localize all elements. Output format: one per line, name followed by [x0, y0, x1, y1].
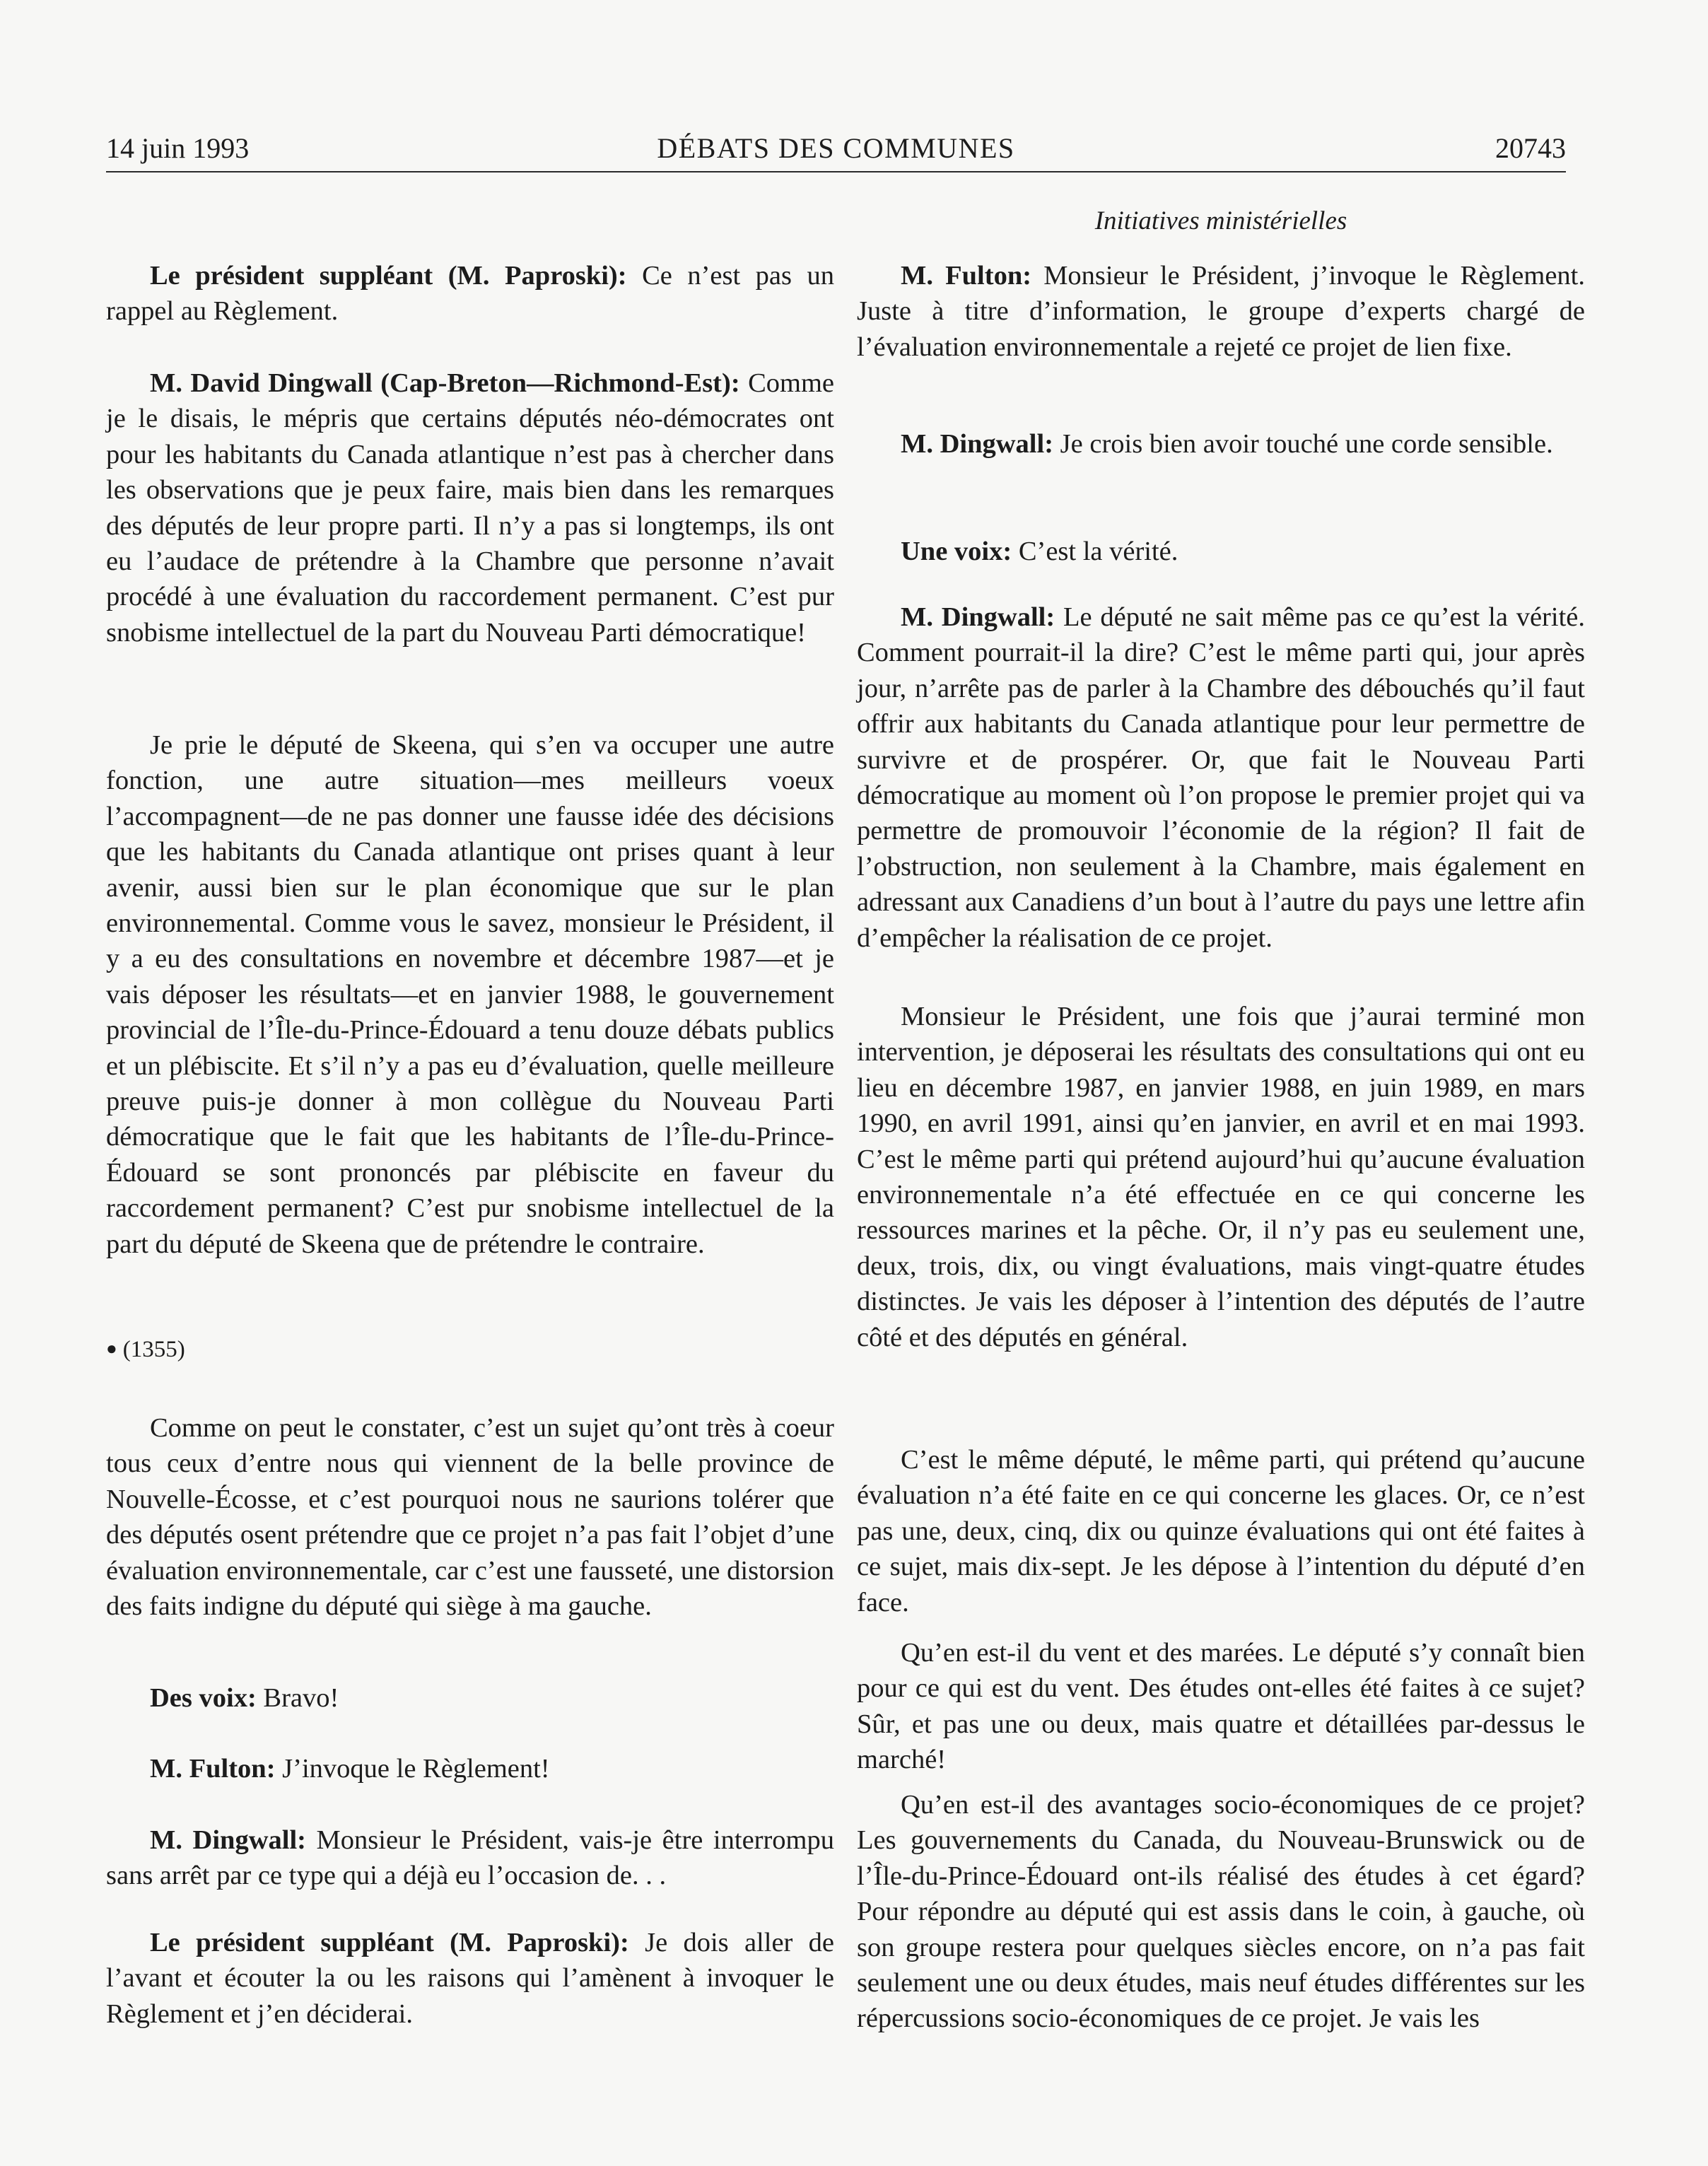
paragraph-text: C’est la vérité. — [1012, 537, 1178, 566]
paragraph — [106, 1751, 834, 1786]
paragraph-text: C’est le même député, le même parti, qui prétend qu’aucune évaluation n’a été faite en ce qui concerne les glaces. Or, ce n’est pas une, deux, cinq, dix ou quinze évaluations qui ont été faites à ce sujet, mais dix-sept. Je les dépose à l’intention du député d’en face. — [857, 1445, 1585, 1617]
paragraph-text: Je prie le député de Skeena, qui s’en va occuper une autre fonction, une autre situation—mes meilleurs voeux l’accompagnent—de ne pas donner une fausse idée des décisions que les habitants du Canada atlantique ont prises quant à leur avenir, aussi bien sur le plan économique que sur le plan environnemental. Comme vous le savez, monsieur le Président, il y a eu des consultations en novembre et décembre 1987—et je vais déposer les résultats—et en janvier 1988, le gouvernement provincial de l’Île-du-Prince-Édouard a tenu douze débats publics et un plébiscite. Et s’il n’y a pas eu d’évaluation, quelle meilleure preuve puis-je donner à mon collègue du Nouveau Parti démocratique que le fait que les habitants de l’Île-du-Prince-Édouard se sont prononcés par plébiscite en faveur du raccordement permanent? C’est pur snobisme intellectuel de la part du député de Skeena que de prétendre le contraire. — [106, 730, 834, 1259]
paragraph — [857, 1635, 1585, 1778]
speaker-name: M. Dingwall: — [901, 429, 1054, 459]
page-number: 20743 — [1495, 132, 1566, 164]
running-head: Initiatives ministérielles — [1094, 206, 1347, 235]
speaker-name: M. Fulton: — [901, 261, 1032, 291]
bullet-icon: ● — [106, 1338, 117, 1359]
paragraph-text: Monsieur le Président, j’invoque le Règlement. Juste à titre d’information, le groupe d’experts chargé de l’évaluation environnementale a rejeté ce projet de lien fixe. — [857, 261, 1585, 362]
paragraph-text: Bravo! — [256, 1683, 339, 1713]
timestamp-text: (1355) — [122, 1337, 185, 1362]
paragraph — [106, 727, 834, 1262]
page-header — [106, 127, 1566, 170]
paragraph-text: Qu’en est-il des avantages socio-économiques de ce projet? Les gouvernements du Canada, du Nouveau-Brunswick ou de l’Île-du-Prince-Édouard ont-ils réalisé des études à cet égard? Pour répondre au député qui est assis dans le coin, à gauche, où son groupe restera pour quelques siècles encore, on n’a pas fait seulement une ou deux études, mais neuf études différentes sur les répercussions socio-économiques de ce projet. Je vais les — [857, 1790, 1585, 2034]
speaker-name: M. Dingwall: — [150, 1825, 306, 1855]
paragraph — [857, 999, 1585, 1355]
timestamp — [106, 1333, 185, 1366]
paragraph — [106, 258, 834, 329]
paragraph-text: Qu’en est-il du vent et des marées. Le député s’y connaît bien pour ce qui est du vent. Des études ont-elles été faites à ce sujet? Sûr, et pas une ou deux, mais quatre et détaillées par-dessus le marché! — [857, 1638, 1585, 1775]
paragraph-text: Ce n’est pas un rappel au Règlement. — [106, 261, 834, 327]
paragraph — [106, 1410, 834, 1624]
paragraph-text: J’invoque le Règlement! — [275, 1754, 550, 1784]
paragraph — [857, 599, 1585, 956]
paragraph — [857, 1787, 1585, 2037]
paragraph — [106, 365, 834, 650]
speaker-name: M. Dingwall: — [901, 602, 1055, 632]
paragraph-text: Monsieur le Président, vais-je être interrompu sans arrêt par ce type qui a déjà eu l’occasion de. . . — [106, 1825, 834, 1891]
paragraph — [106, 1680, 834, 1716]
paragraph — [857, 1442, 1585, 1620]
paragraph-text: Monsieur le Président, une fois que j’aurai terminé mon intervention, je déposerai les résultats des consultations qui ont eu lieu en décembre 1987, en janvier 1988, en juin 1989, en mars 1990, en avril 1991, ainsi qu’en janvier, en avril et en mai 1993. C’est le même parti qui prétend aujourd’hui qu’aucune évaluation environnementale n’a été effectuée en ce qui concerne les ressources marines et la pêche. Or, il n’y pas eu seulement une, deux, trois, dix, ou vingt évaluations, mais vingt-quatre études distinctes. Je vais les déposer à l’intention des députés de l’autre côté et des députés en général. — [857, 1002, 1585, 1352]
header-rule — [106, 171, 1566, 172]
paragraph — [857, 258, 1585, 365]
paragraph-text: Comme je le disais, le mépris que certains députés néo-démocrates ont pour les habitants du Canada atlantique n’est pas à chercher dans les observations que je peux faire, mais bien dans les remarques des députés de leur propre parti. Il n’y a pas si longtemps, ils ont eu l’audace de prétendre à la Chambre que personne n’avait procédé à une évaluation du raccordement permanent. C’est pur snobisme intellectuel de la part du Nouveau Parti démocratique! — [106, 368, 834, 648]
speaker-name: Le président suppléant (M. Paproski): — [150, 261, 627, 291]
paragraph-text: Comme on peut le constater, c’est un sujet qu’ont très à coeur tous ceux d’entre nous qui viennent de la belle province de Nouvelle-Écosse, et c’est pourquoi nous ne saurions tolérer que des députés osent prétendre que ce projet n’a pas fait l’objet d’une évaluation environnementale, car c’est une fausseté, une distorsion des faits indigne du député qui siège à ma gauche. — [106, 1413, 834, 1622]
speaker-name: M. David Dingwall (Cap-Breton—Richmond-Est): — [150, 368, 740, 398]
speaker-name: Une voix: — [901, 537, 1012, 566]
speaker-name: M. Fulton: — [150, 1754, 276, 1784]
paragraph — [857, 534, 1585, 569]
paragraph — [857, 426, 1585, 462]
paragraph-text: Je crois bien avoir touché une corde sensible. — [1053, 429, 1553, 459]
paragraph — [106, 1822, 834, 1894]
header-date: 14 juin 1993 — [106, 132, 250, 164]
publication-title: DÉBATS DES COMMUNES — [657, 132, 1015, 164]
paragraph-text: Le député ne sait même pas ce qu’est la vérité. Comment pourrait-il la dire? C’est le même parti qui, jour après jour, n’arrête pas de parler à la Chambre des débouchés qu’il faut offrir aux habitants du Canada atlantique pour leur permettre de survivre et de prospérer. Or, que fait le Nouveau Parti démocratique au moment où l’on propose le premier projet qui va permettre de promouvoir l’économie de la région? Il fait de l’obstruction, non seulement à la Chambre, mais également en adressant aux Canadiens d’un bout à l’autre du pays une lettre afin d’empêcher la réalisation de ce projet. — [857, 602, 1585, 953]
paragraph-text: Je dois aller de l’avant et écouter la ou les raisons qui l’amènent à invoquer le Règlement et j’en déciderai. — [106, 1928, 835, 2029]
paragraph — [106, 1925, 834, 2032]
speaker-name: Le président suppléant (M. Paproski): — [150, 1928, 629, 1957]
speaker-name: Des voix: — [150, 1683, 257, 1713]
